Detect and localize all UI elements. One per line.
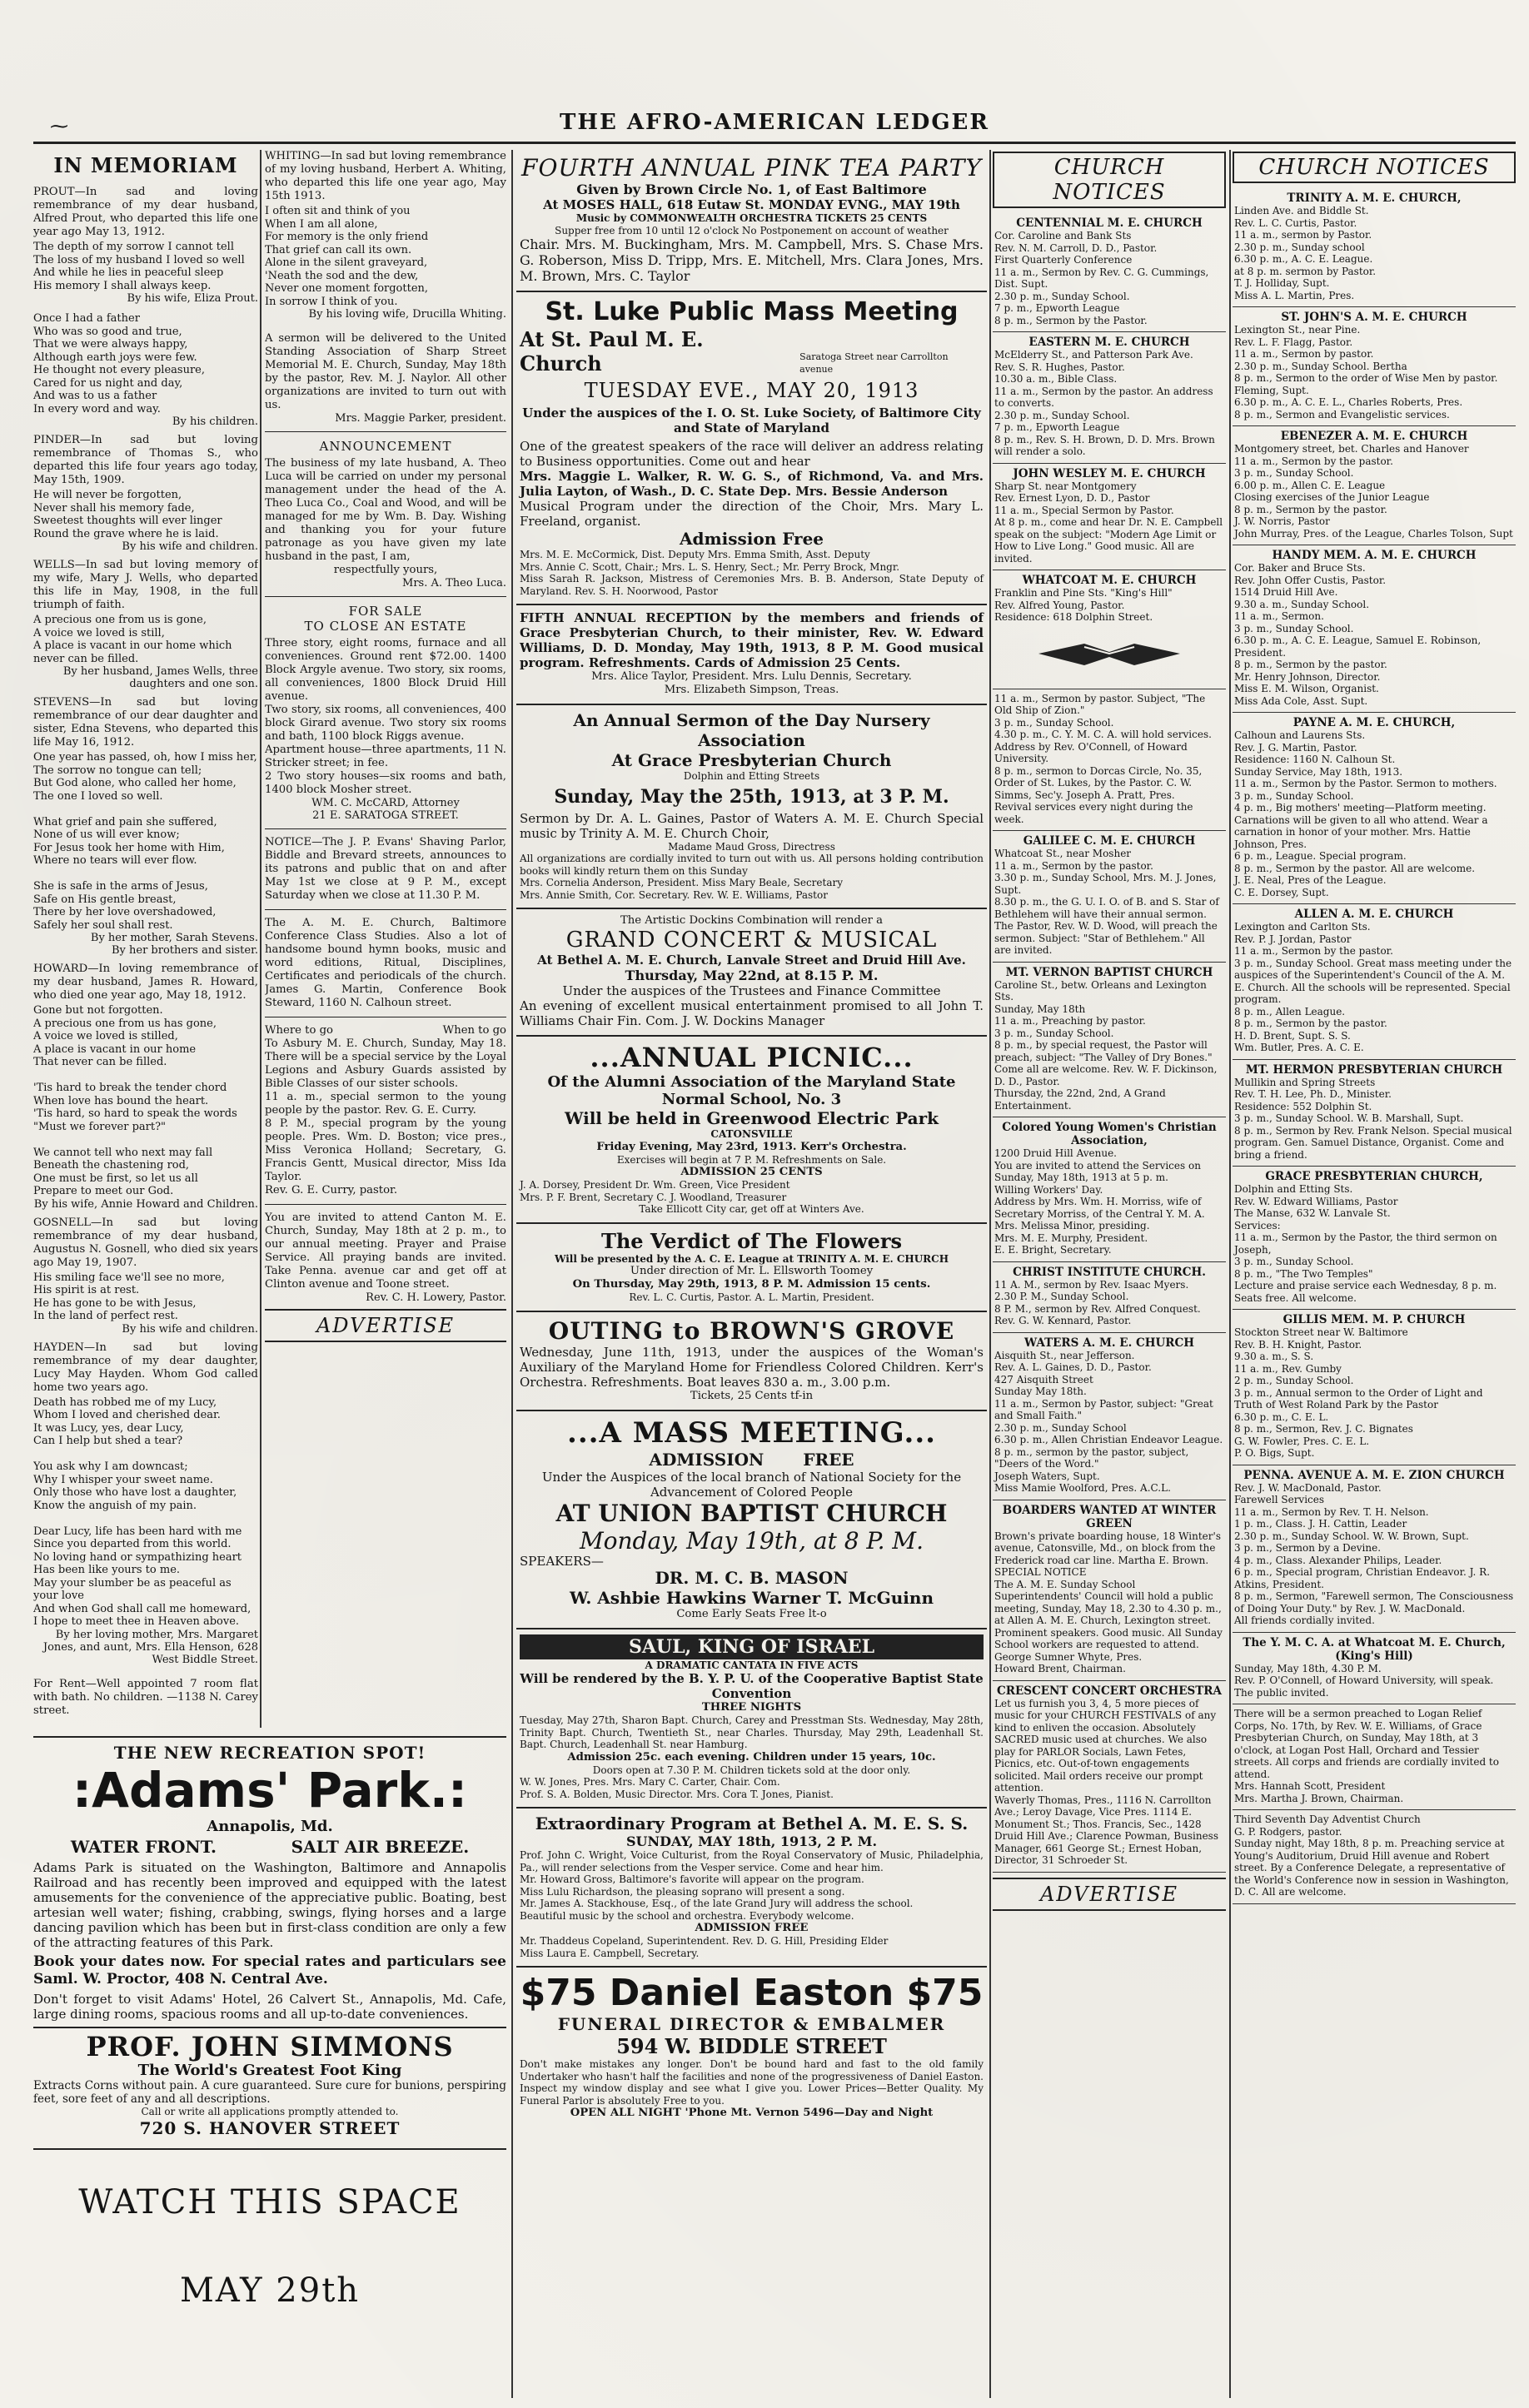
memoriam-text: HOWARD—In loving remembrance of my dear husband, James R. Howard, who died one year ago, May 18, 1912. <box>33 963 258 1002</box>
flowers-dir: Under direction of Mr. L. Ellsworth Toomey <box>630 1265 874 1277</box>
church-name: WATERS A. M. E. CHURCH <box>1024 1336 1194 1350</box>
nursery-body: Sermon by Dr. A. L. Gaines, Pastor of Waters A. M. E. Church Special music by Trinity A. M. E. Church Choir, <box>520 810 984 841</box>
column-rule <box>1229 150 1231 2398</box>
memoriam-heading: IN MEMORIAM <box>53 153 238 177</box>
where-to-go-row <box>265 1024 506 1037</box>
memoriam-signature: By her mother, Sarah Stevens. By her brothers and sister. <box>90 932 258 957</box>
church-notice <box>993 1681 1226 1873</box>
ads-column <box>516 150 987 2398</box>
memoriam-poem: Death has robbed me of my Lucy, Whom I loved and cherished dear. It was Lucy, yes, dear Lucy, Can I help but shed a tear? You ask why I am downcast; Why I whisper your sweet name. Only those who have lost a daughter, Know the anguish of my pain. Dear Lucy, life has been hard with me Since you departed from this world. No loving hand or sympathizing heart Has been like yours to me. May your slumber be as peaceful as your love And when God shall call me homeward, I hope to meet thee in Heaven above. <box>33 1396 252 1628</box>
whiting-text: WHITING—In sad but loving remembrance of my loving husband, Herbert A. Whiting, who departed this life one year ago, May 15th 1913. <box>265 150 506 202</box>
church-notice <box>1233 1704 1516 1810</box>
church-body: McElderry St., and Patterson Park Ave. Rev. S. R. Hughes, Pastor. 10.30 a. m., Bible Class. 11 a. m., Sermon by the pastor. An address to converts. 2.30 p. m., Sunday School. 7 p. m., Epworth League 8 p. m., Rev. S. H. Brown, D. D. Mrs. Brown will render a solo. <box>994 349 1215 457</box>
church-notice <box>993 464 1226 571</box>
for-sale-text: Three story, eight rooms, furnace and all conveniences. Ground rent $72.00. 1400 Block Argyle avenue. Two story, six rooms, all conveniences, 1800 Block Druid Hill avenue. Two story, six rooms, all conveniences, 400 block Girard avenue. Two story six rooms and bath, 1100 block Riggs avenue. Apartment house—three apartments, 11 N. Stricker street; in fee. 2 Two story houses—six rooms and bath, 1400 block Mosher street. <box>265 637 506 796</box>
st-luke-musical: Musical Program under the direction of the Choir, Mrs. Mary L. Freeland, organist. <box>520 499 984 529</box>
memoriam-text: GOSNELL—In sad but loving remembrance of my dear husband, Augustus N. Gosnell, who died six years ago May 19, 1907. <box>33 1216 258 1269</box>
memoriam-poem: He will never be forgotten, Never shall his memory fade, Sweetest thoughts will ever linger Round the grave where he is laid. <box>33 489 222 540</box>
church-notices-heading: CHURCH NOTICES <box>993 152 1226 208</box>
saul-cantata-ad <box>516 1629 987 1809</box>
adams-features <box>33 1837 506 1857</box>
picnic-place: CATONSVILLE <box>710 1128 793 1140</box>
mass-speakers: W. Ashbie Hawkins Warner T. McGuinn <box>570 1587 934 1608</box>
church-notices-column-2 <box>1233 150 1516 2398</box>
church-body: Montgomery street, bet. Charles and Hanover 11 a. m., Sermon by the pastor. 3 p. m., Sunday School. 6.00 p. m., Allen C. E. League Closing exercises of the Junior League 8 p. m., Sermon by the pastor. J. W. Norris, Pastor John Murray, Pres. of the League, Charles Tolson, Supt <box>1234 443 1513 540</box>
church-name: GALILEE C. M. E. CHURCH <box>1023 834 1196 848</box>
mass-date: Monday, May 19th, at 8 P. M. <box>580 1526 924 1555</box>
column-rule <box>260 150 261 1728</box>
for-rent-notice: For Rent—Well appointed 7 room flat with bath. No children. —1138 N. Carey street. <box>33 1677 258 1717</box>
church-notice <box>1233 307 1516 426</box>
mass-auspices: Under the Auspices of the local branch of National Society for the Advancement of Colored People <box>541 1469 962 1500</box>
church-body: Whatcoat St., near Mosher 11 a. m., Sermon by the pastor. 3.30 p. m., Sunday School, Mrs. M. J. Jones, Supt. 8.30 p. m., the G. U. I. O. of B. and S. Star of Bethlehem will have their annual sermon. The Pastor, Rev. W. D. Wood, will preach the sermon. Subject: "Star of Bethlehem." All are invited. <box>994 848 1219 956</box>
church-name: GRACE PRESBYTERIAN CHURCH, <box>1265 1170 1483 1183</box>
st-luke-body: One of the greatest speakers of the race will deliver an address relating to Business opportunities. Come out and hear <box>520 439 984 469</box>
church-name: TRINITY A. M. E. CHURCH, <box>1287 192 1462 205</box>
church-notice <box>993 332 1226 464</box>
picnic-exercises: Exercises will begin at 7 P. M. Refreshments on Sale. <box>616 1153 887 1166</box>
church-body: Brown's private boarding house, 18 Winter's avenue, Catonsville, Md., on block from the Frederick road car line. Martha E. Brown. SPECIAL NOTICE The A. M. E. Sunday School Superintendents' Council will hold a public meeting, Sunday, May 18, 2.30 to 4.30 p. m., at Allen A. M. E. Church, Lexington street. Prominent speakers. Good music. All Sunday School workers are requested to attend. George Sumner Whyte, Pres. Howard Brent, Chairman. <box>994 1530 1223 1674</box>
memoriam-signature: By his children. <box>172 415 258 428</box>
st-luke-auspices: Under the auspices of the I. O. St. Luke Society, of Baltimore City and State of Maryland <box>522 405 981 435</box>
nursery-date: Sunday, May the 25th, 1913, at 3 P. M. <box>554 785 949 808</box>
church-name: CHRIST INSTITUTE CHURCH. <box>1013 1265 1206 1279</box>
mass-speakers-label: SPEAKERS— <box>520 1553 604 1569</box>
st-luke-at-small: Saratoga Street near Carrollton avenue <box>799 351 949 375</box>
church-name: CRESCENT CONCERT ORCHESTRA <box>997 1684 1222 1698</box>
mass-at: AT UNION BAPTIST CHURCH <box>555 1499 948 1527</box>
memoriam-column <box>33 150 258 1732</box>
flowers-signature: Rev. L. C. Curtis, Pastor. A. L. Martin, President. <box>629 1291 874 1303</box>
memoriam-text: STEVENS—In sad but loving remembrance of our dear daughter and sister, Edna Stevens, who departed this life May 16, 1912. <box>33 696 258 749</box>
adams-hotel: Don't forget to visit Adams' Hotel, 26 Calvert St., Annapolis, Md. Cafe, large dining rooms, spacious rooms and all up-to-date conveniences. <box>33 1992 506 2022</box>
for-sale-heading: FOR SALE <box>348 604 423 619</box>
church-list <box>1233 188 1516 1904</box>
memoriam-poem: One year has passed, oh, how I miss her, The sorrow no tongue can tell; But God alone, who called her home, The one I loved so well. What grief and pain she suffered, None of us will ever know; For Jesus took her home with Him, Where no tears will ever flow. She is safe in the arms of Jesus, Safe on His gentle breast, There by her love overshadowed, Safely her soul shall rest. <box>33 751 257 932</box>
dockins-concert-ad <box>516 909 987 1037</box>
outing-body: Wednesday, June 11th, 1913, under the auspices of the Woman's Auxiliary of the Maryland Home for Friendless Colored Children. Kerr's Orchestra. Refreshments. Boat leaves 830 a. m., 3.00 p.m. <box>520 1344 984 1390</box>
church-body: There will be a sermon preached to Logan Relief Corps, No. 17th, by Rev. W. E. Williams, of Grace Presbyterian Church, on Sunday, May 18th, at 3 o'clock, at Logan Post Hall, Orchard and Tessier streets. All corps and friends are cordially invited to attend. Mrs. Hannah Scott, President Mrs. Martha J. Brown, Chairman. <box>1234 1708 1499 1804</box>
church-body: 11 a. m., Sermon by pastor. Subject, "The Old Ship of Zion." 3 p. m., Sunday School. 4.30 p. m., C. Y. M. C. A. will hold services. Address by Rev. O'Connell, of Howard University. 8 p. m., sermon to Dorcas Circle, No. 35, Order of St. Lukes, by the Pastor. C. W. Simms, Sec'y. Joseph A. Pratt, Pres. Revival services every night during the week. <box>994 692 1212 825</box>
announcement-heading: ANNOUNCEMENT <box>319 439 452 454</box>
church-name: WHATCOAT M. E. CHURCH <box>1022 574 1197 587</box>
whiting-poem: I often sit and think of you When I am all alone, For memory is the only friend That grief can call its own. Alone in the silent graveyard, 'Neath the sod and the dew, Never one moment forgotten, In sorrow I think of you. <box>265 205 429 308</box>
simmons-name: PROF. JOHN SIMMONS <box>86 2031 454 2062</box>
memoriam-entry <box>33 696 258 963</box>
picnic-sub: Of the Alumni Association of the Maryland State Normal School, No. 3 <box>547 1073 956 1108</box>
church-name: EASTERN M. E. CHURCH <box>1028 336 1190 349</box>
church-notice <box>993 1117 1226 1262</box>
church-notice <box>1233 426 1516 545</box>
dockins-auspices: Under the auspices of the Trustees and Finance Committee <box>562 983 941 998</box>
st-luke-speakers: Mrs. Maggie L. Walker, R. W. G. S., of Richmond, Va. and Mrs. Julia Layton, of Wash., D. C. State Dep. Mrs. Bessie Anderson <box>520 469 984 499</box>
memoriam-signature: By his wife, Annie Howard and Children. <box>33 1197 258 1211</box>
outing-title: OUTING to BROWN'S GROVE <box>548 1316 955 1345</box>
handshake-icon <box>1034 629 1184 679</box>
dockins-intro: The Artistic Dockins Combination will render a <box>620 914 884 927</box>
church-notice <box>1233 545 1516 713</box>
church-name: JOHN WESLEY M. E. CHURCH <box>1013 466 1206 480</box>
church-notice <box>1233 1810 1516 1904</box>
memoriam-poem: His smiling face we'll see no more, His spirit is at rest. He has gone to be with Jesus, In the land of perfect rest. <box>33 1271 225 1322</box>
simmons-tagline: The World's Greatest Foot King <box>137 2062 402 2079</box>
simmons-call: Call or write all applications promptly attended to. <box>141 2106 399 2117</box>
grace-body: FIFTH ANNUAL RECEPTION by the members and friends of Grace Presbyterian Church, to their minister, Rev. W. Edward Williams, D. D. Monday, May 19th, 1913, 8 P. M. Good musical program. Refreshments. Cards of Admission 25 Cents. <box>520 610 984 670</box>
nursery-at: At Grace Presbyterian Church <box>611 750 892 770</box>
saul-three: THREE NIGHTS <box>701 1701 802 1714</box>
extra-admission: ADMISSION FREE <box>695 1922 809 1934</box>
mass-dr: DR. M. C. B. MASON <box>655 1567 849 1588</box>
outing-ad <box>516 1312 987 1411</box>
church-notice <box>993 963 1226 1118</box>
church-notice <box>1233 1310 1516 1465</box>
when-to-go-label: When to go <box>442 1024 506 1037</box>
st-luke-title: St. Luke Public Mass Meeting <box>545 297 959 326</box>
memoriam-text: PROUT—In sad and loving remembrance of my dear husband, Alfred Prout, who departed this life one year ago May 13, 1912. <box>33 186 258 238</box>
asbury-signature: Rev. G. E. Curry, pastor. <box>265 1184 398 1197</box>
dockins-at: At Bethel A. M. E. Church, Lanvale Street and Druid Hill Ave. <box>537 953 966 968</box>
church-name: The Y. M. C. A. at Whatcoat M. E. Church, (King's Hill) <box>1243 1635 1506 1663</box>
st-luke-at-row <box>520 327 984 376</box>
dockins-date: Thursday, May 22nd, at 8.15 P. M. <box>625 968 879 983</box>
church-notice <box>1233 1465 1516 1633</box>
church-body: Caroline St., betw. Orleans and Lexington Sts. Sunday, May 18th 11 a. m., Preaching by pastor. 3 p. m., Sunday School. 8 p. m., by special request, the Pastor will preach, subject: "The Valley of Dry Bones." Come all are welcome. Rev. W. F. Dickinson, D. D., Pastor. Thursday, the 22nd, 2nd, A Grand Entertainment. <box>994 978 1218 1112</box>
church-notice <box>1233 713 1516 904</box>
picnic-date: Friday Evening, May 23rd, 1913. Kerr's Orchestra. <box>596 1140 907 1153</box>
daniel-easton-ad <box>516 1968 987 2127</box>
for-sale-subheading: TO CLOSE AN ESTATE <box>304 619 467 634</box>
church-body: Cor. Baker and Bruce Sts. Rev. John Offer Custis, Pastor. 1514 Druid Hill Ave. 9.30 a. m., Sunday School. 11 a. m., Sermon. 3 p. m., Sunday School. 6.30 p. m., A. C. E. League, Samuel E. Robinson, President. 8 p. m., Sermon by the pastor. Mr. Henry Johnson, Director. Miss E. M. Wilson, Organist. Miss Ada Cole, Asst. Supt. <box>1234 562 1482 707</box>
church-notice <box>1233 1633 1516 1705</box>
asbury-notice: To Asbury M. E. Church, Sunday, May 18. There will be a special service by the Loyal Legions and Asbury Guards assisted by Bible Classes of our sister schools. 11 a. m., special sermon to the young people by the pastor. Rev. G. E. Curry. 8 P. M., special program by the young people. Pres. Wm. D. Boston; vice pres., Miss Veronica Holland; Secretary, G. Francis Gentt, Musical director, Miss Ida Taylor. <box>265 1037 506 1183</box>
church-body: Mullikin and Spring Streets Rev. T. H. Lee, Ph. D., Minister. Residence: 552 Dolphin St. 3 p. m., Sunday School. W. B. Marshall, Supt. 8 p. m., Sermon by Rev. Frank Nelson. Special musical program. Gen. Samuel Distance, Organist. Come and bring a friend. <box>1234 1076 1512 1161</box>
church-body: Dolphin and Etting Sts. Rev. W. Edward Williams, Pastor The Manse, 632 W. Lanvale St. Services: 11 a. m., Sermon by the Pastor, the third sermon on Joseph, 3 p. m., Sunday School. 8 p. m., "The Two Temples" Lecture and praise service each Wednesday, 8 p. m. Seats free. All welcome. <box>1234 1183 1497 1304</box>
nursery-title: An Annual Sermon of the Day Nursery Association <box>573 710 930 750</box>
dockins-body: An evening of excellent musical entertainment promised to all John T. Williams Chair Fin. Com. J. W. Dockins Manager <box>520 998 984 1028</box>
picnic-held: Will be held in Greenwood Electric Park <box>564 1108 939 1128</box>
memoriam-signature: By his wife, Eliza Prout. <box>127 292 258 305</box>
picnic-title: ...ANNUAL PICNIC... <box>590 1042 914 1073</box>
pink-tea-music: Music by COMMONWEALTH ORCHESTRA TICKETS 25 CENTS <box>575 212 928 224</box>
easton-open: OPEN ALL NIGHT 'Phone Mt. Vernon 5496—Day and Night <box>570 2107 934 2119</box>
sermon-notice: A sermon will be delivered to the United Standing Association of Sharp Street Memorial M. E. Church, Sunday, May 18th by the pastor, Rev. M. J. Naylor. All other organizations are invited to turn out with us. <box>265 332 506 411</box>
simmons-address: 720 S. HANOVER STREET <box>139 2117 401 2138</box>
dockins-title: GRAND CONCERT & MUSICAL <box>565 928 938 953</box>
memoriam-signature: By her husband, James Wells, three daughters and one son. <box>62 665 258 690</box>
announcement-signature: Mrs. A. Theo Luca. <box>402 577 506 590</box>
memoriam-poem: A precious one from us is gone, A voice we loved is still, A place is vacant in our home which never can be filled. <box>33 614 232 665</box>
memoriam-list <box>33 186 258 1672</box>
church-name: Colored Young Women's Christian Association, <box>1002 1121 1217 1147</box>
canton-notice: You are invited to attend Canton M. E. Church, Sunday, May 18th at 2 p. m., to our annual meeting. Prayer and Praise Service. All praying bands are invited. Take Penna. avenue car and get off at Clinton avenue and Toone street. <box>265 1211 506 1291</box>
watch-this-space-ad <box>33 2148 506 2400</box>
memoriam-entry <box>33 963 258 1216</box>
st-luke-ad <box>516 292 987 605</box>
church-body: Lexington and Carlton Sts. Rev. P. J. Jordan, Pastor 11 a. m., Sermon by the pastor. 3 p. m., Sunday School. Great mass meeting under the auspices of the Superintendent's Council of the A. M. E. Church. All the schools will be represented. Special program. 8 p. m., Allen League. 8 p. m., Sermon by the pastor. H. D. Brent, Supt. S. S. Wm. Butler, Pres. A. C. E. <box>1234 921 1512 1053</box>
church-notice <box>993 1333 1226 1500</box>
saul-doors: Doors open at 7.30 P. M. Children tickets sold at the door only. <box>592 1764 911 1776</box>
adams-park-ad <box>33 1736 506 2138</box>
church-name: PENNA. AVENUE A. M. E. ZION CHURCH <box>1243 1468 1505 1482</box>
nursery-director: Madame Maud Gross, Directress <box>668 840 835 853</box>
church-body: Calhoun and Laurens Sts. Rev. J. G. Martin, Pastor. Residence: 1160 N. Calhoun St. Sunday Service, May 18th, 1913. 11 a. m., Sermon by the Pastor. Sermon to mothers. 3 p. m., Sunday School. 4 p. m., Big mothers' meeting—Platform meeting. Carnations will be given to all who attend. Wear a carnation in honor of your mother. Mrs. Hattie Johnson, Pres. 6 p. m., League. Special program. 8 p. m., Sermon by the pastor. All are welcome. J. E. Neal, Pres of the League. C. E. Dorsey, Supt. <box>1234 729 1497 898</box>
simmons-desc: Extracts Corns without pain. A cure guaranteed. Sure cure for bunions, perspiring feet, sore feet of any and all descriptions. <box>33 2079 506 2106</box>
church-name: GILLIS MEM. M. P. CHURCH <box>1282 1313 1466 1326</box>
shaving-parlor-notice: NOTICE—The J. P. Evans' Shaving Parlor, Biddle and Brevard streets, announces to its patrons and public that on and after May 1st we close at 9 P. M., except Saturday when we close at 11.30 P. M. <box>265 836 506 902</box>
church-list <box>993 213 1226 1873</box>
picnic-car: Take Ellicott City car, get off at Winters Ave. <box>639 1203 864 1215</box>
st-luke-date: TUESDAY EVE., MAY 20, 1913 <box>584 379 919 402</box>
saul-by: Will be rendered by the B. Y. P. U. of the Cooperative Baptist State Convention <box>520 1671 984 1701</box>
pink-tea-supper: Supper free from 10 until 12 o'clock No Postponement on account of weather <box>555 224 949 236</box>
church-notice <box>1233 904 1516 1060</box>
church-notice <box>993 570 1226 689</box>
church-notice <box>993 1500 1226 1681</box>
church-name: ALLEN A. M. E. CHURCH <box>1294 908 1454 921</box>
memoriam-entry <box>33 1341 258 1672</box>
where-to-go-label: Where to go <box>265 1024 333 1037</box>
annual-picnic-ad <box>516 1037 987 1224</box>
church-name: EBENEZER A. M. E. CHURCH <box>1280 430 1468 443</box>
column-rule <box>511 150 513 2398</box>
memoriam-poem: The depth of my sorrow I cannot tell The loss of my husband I loved so well And while he lies in peaceful sleep His memory I shall always keep. <box>33 241 245 292</box>
extra-body: Prof. John C. Wright, Voice Culturist, from the Royal Conservatory of Music, Philadelphia, Pa., will render selections from the Vesper service. Come and hear him. Mr. Howard Gross, Baltimore's favorite will appear on the program. Miss Lulu Richardson, the pleasing soprano will present a song. Mr. James A. Stackhouse, Esq., of the late Grand Jury will address the school. Beautiful music by the school and orchestra. Everybody welcome. <box>520 1849 984 1922</box>
pink-tea-ad <box>516 150 987 292</box>
adams-park-title: :Adams' Park.: <box>72 1762 468 1818</box>
church-name: ST. JOHN'S A. M. E. CHURCH <box>1281 311 1467 324</box>
memoriam-entry <box>33 559 258 696</box>
notices-column <box>265 150 506 1732</box>
church-notice <box>1233 188 1516 307</box>
mass-come: Come Early Seats Free lt-o <box>676 1607 827 1620</box>
memoriam-text: WELLS—In sad but loving memory of my wife, Mary J. Wells, who departed this life in May, 1908, in the full triumph of faith. <box>33 559 258 611</box>
church-name: HANDY MEM. A. M. E. CHURCH <box>1272 549 1477 562</box>
church-name: BOARDERS WANTED AT WINTER GREEN <box>1002 1503 1217 1530</box>
st-luke-free: Admission Free <box>679 529 824 549</box>
day-nursery-ad <box>516 705 987 909</box>
flowers-by: Will be presented by the A. C. E. League at TRINITY A. M. E. CHURCH <box>554 1252 949 1265</box>
picnic-admission: ADMISSION 25 CENTS <box>680 1166 823 1178</box>
st-luke-at: At St. Paul M. E. Church <box>520 327 704 376</box>
grace-reception-ad <box>516 605 987 705</box>
advertise-banner: ADVERTISE <box>265 1309 506 1342</box>
church-body: Stockton Street near W. Baltimore Rev. B. H. Knight, Pastor. 9.30 a. m., S. S. 11 a. m., Rev. Gumby 2 p. m., Sunday School. 3 p. m., Annual sermon to the Order of Light and Truth of West Roland Park by the Pastor 6.30 p. m., C. E. L. 8 p. m., Sermon, Rev. J. C. Bignates G. W. Fowler, Pres. C. E. L. P. O. Bigs, Supt. <box>1234 1326 1483 1459</box>
memoriam-entry <box>33 312 258 434</box>
church-notices-column-1 <box>993 150 1226 2398</box>
easton-title: $75 Daniel Easton $75 <box>520 1972 984 2014</box>
memoriam-signature: By her loving mother, Mrs. Margaret Jones, and aunt, Mrs. Ella Henson, 628 West Biddle Street. <box>42 1628 258 1666</box>
saul-body: Tuesday, May 27th, Sharon Bapt. Church, Carey and Presstman Sts. Wednesday, May 28th, Trinity Bapt. Church, Twentieth St., near Charles. Thursday, May 29th, Leadenhall St. Bapt. Church, Leadenhall St. near Hamburg. <box>520 1714 984 1750</box>
watch-line-1: WATCH THIS SPACE <box>78 2183 461 2221</box>
church-notice <box>1233 1167 1516 1310</box>
church-notice <box>993 213 1226 332</box>
church-body: Cor. Caroline and Bank Sts Rev. N. M. Carroll, D. D., Pastor. First Quarterly Conference 11 a. m., Sermon by Rev. C. G. Cummings, Dist. Supt. 2.30 p. m., Sunday School. 7 p. m., Epworth League 8 p. m., Sermon by the Pastor. <box>994 230 1209 326</box>
church-body: Sunday, May 18th, 4.30 P. M. Rev. P. O'Connell, of Howard University, will speak. The public invited. <box>1234 1662 1494 1699</box>
church-notice <box>993 1262 1226 1333</box>
memoriam-entry <box>33 186 258 311</box>
memoriam-poem: Once I had a father Who was so good and true, That we were always happy, Although earth joys were few. He thought not every pleasure, Cared for us night and day, And was to us a father In every word and way. <box>33 312 205 415</box>
st-luke-officers: Mrs. M. E. McCormick, Dist. Deputy Mrs. Emma Smith, Asst. Deputy Mrs. Annie C. Scott, Chair.; Mrs. L. S. Henry, Sect.; Mr. Perry Brock, Mngr. Miss Sarah R. Jackson, Mistress of Ceremonies Mrs. B. B. Anderson, State Deputy of Maryland. Rev. S. H. Noorwood, Pastor <box>520 549 984 597</box>
for-sale-signature: WM. C. McCARD, Attorney 21 E. SARATOGA STREET. <box>311 797 460 822</box>
church-notice <box>1233 1060 1516 1167</box>
church-notice <box>993 689 1226 832</box>
easton-address: 594 W. BIDDLE STREET <box>616 2034 887 2058</box>
memoriam-poem: Gone but not forgotten. A precious one from us has gone, A voice we loved is stilled, A place is vacant in our home That never can be filled. 'Tis hard to break the tender chord When love has bound the heart. 'Tis hard, so hard to speak the words "Must we forever part?" We cannot tell who next may fall Beneath the chastening rod, One must be first, so let us all Prepare to meet our God. <box>33 1004 237 1197</box>
picnic-signature: J. A. Dorsey, President Dr. Wm. Green, Vice President Mrs. P. F. Brent, Secretary C. J. Woodland, Treasurer <box>520 1179 790 1203</box>
ame-book-notice: The A. M. E. Church, Baltimore Conference Class Studies. Also a lot of handsome bound hymn books, music and word editions, Ritual, Disciplines, Certificates and periodicals of the church. James G. Martin, Conference Book Steward, 1160 N. Calhoun street. <box>265 917 506 1009</box>
adams-place: Annapolis, Md. <box>207 1818 333 1835</box>
extraordinary-program-ad <box>516 1808 987 1968</box>
church-body: 1200 Druid Hill Avenue. You are invited to attend the Services on Sunday, May 18th, 1913 at 5 p. m. Willing Workers' Day. Address by Mrs. Wm. H. Morriss, wife of Secretary Morriss, of the Central Y. M. A. Mrs. Melissa Minor, presiding. Mrs. M. E. Murphy, President. E. E. Bright, Secretary. <box>994 1147 1205 1256</box>
announcement-text: The business of my late husband, A. Theo Luca will be carried on under my personal management under the head of the A. Theo Luca Co., Coal and Wood, and will be managed for me by Wm. B. Day. Wishing and thanking you for your future patronage as you have given my late husband in the past, I am, <box>265 457 506 563</box>
outing-tickets: Tickets, 25 Cents tf-in <box>690 1389 814 1402</box>
announcement-close: respectfully yours, <box>333 564 438 576</box>
saul-sub: A DRAMATIC CANTATA IN FIVE ACTS <box>645 1659 859 1671</box>
church-notices-heading: CHURCH NOTICES <box>1233 152 1516 183</box>
church-body: Rev. J. W. MacDonald, Pastor. Farewell Services 11 a. m., Sermon by Rev. T. H. Nelson. 1 p. m., Class. J. H. Cattin, Leader 2.30 p. m., Sunday School. W. W. Brown, Supt. 3 p. m., Sermon by a Devine. 4 p. m., Class. Alexander Philips, Leader. 6 p. m., Special program, Christian Endeavor. J. R. Atkins, President. 8 p. m., Sermon, "Farewell sermon, The Consciousness of Doing Your Duty." by Rev. J. W. MacDonald. All friends cordially invited. <box>1234 1481 1514 1626</box>
extra-title: Extraordinary Program at Bethel A. M. E. S. S. <box>535 1813 969 1833</box>
memoriam-text: PINDER—In sad but loving remembrance of Thomas S., who departed this life four years ago today, May 15th, 1909. <box>33 434 258 486</box>
column-rule <box>989 150 991 2398</box>
watch-line-2: MAY 29th <box>179 2271 361 2310</box>
church-body: Lexington St., near Pine. Rev. L. F. Flagg, Pastor. 11 a. m., Sermon by pastor. 2.30 p. m., Sunday School. Bertha 8 p. m., Sermon to the order of Wise Men by pastor. Fleming, Supt. 6.30 p. m., A. C. E. L., Charles Roberts, Pres. 8 p. m., Sermon and Evangelistic services. <box>1234 324 1498 420</box>
grace-signature: Mrs. Alice Taylor, President. Mrs. Lulu Dennis, Secretary. Mrs. Elizabeth Simpson, Treas. <box>591 670 912 696</box>
flowers-title: The Verdict of The Flowers <box>600 1228 903 1253</box>
saul-signature: W. W. Jones, Pres. Mrs. Mary C. Carter, Chair. Com. Prof. S. A. Bolden, Music Director. Mrs. Cora T. Jones, Pianist. <box>520 1776 834 1800</box>
memoriam-entry <box>33 1216 258 1341</box>
nursery-invite: All organizations are cordially invited to turn out with us. All persons holding contribution books will kindly return them on this Sunday <box>520 853 984 877</box>
masthead-ornament: ⁓ <box>50 117 68 137</box>
easton-body: Don't make mistakes any longer. Don't be bound hard and fast to the old family Undertaker who hasn't half the facilities and none of the progressiveness of Daniel Easton. Inspect my window display and see what I give you. Lower Prices—Better Quality. My Funeral Parlor is absolutely Free to you. <box>520 2058 984 2107</box>
memoriam-signature: By his wife and children. <box>122 1322 258 1336</box>
flowers-date: On Thursday, May 29th, 1913, 8 P. M. Admission 15 cents. <box>572 1278 931 1291</box>
church-body: Sharp St. near Montgomery Rev. Ernest Lyon, D. D., Pastor 11 a. m., Special Sermon by Pastor. At 8 p. m., come and hear Dr. N. E. Campbell speak on the subject: "Modern Age Limit or How to Live Long." Good music. All are invited. <box>994 480 1223 565</box>
simmons-ad <box>33 2027 506 2138</box>
easton-sub: FUNERAL DIRECTOR & EMBALMER <box>557 2014 946 2034</box>
masthead <box>33 108 1516 144</box>
adams-water: WATER FRONT. <box>70 1837 217 1857</box>
church-body: Let us furnish you 3, 4, 5 more pieces of music for your CHURCH FESTIVALS of any kind to enliven the occasion. Absolutely SACRED music used at churches. We also play for PARLOR Socials, Lawn Fetes, Picnics, etc. Out-of-town engagements solicited. Mail orders receive our prompt attention. Waverly Thomas, Pres., 1116 N. Carrollton Ave.; Leroy Davage, Vice Pres. 1114 E. Monument St.; Thos. Francis, Sec., 1428 Druid Hill Ave.; Clarence Powman, Business Manager, 661 George St.; Ernest Hoban, Director, 31 Schroeder St. <box>994 1697 1218 1866</box>
advertise-banner: ADVERTISE <box>993 1878 1226 1911</box>
church-name: MT. HERMON PRESBYTERIAN CHURCH <box>1245 1062 1503 1077</box>
pink-tea-title: FOURTH ANNUAL PINK TEA PARTY <box>521 154 982 182</box>
extra-signature: Mr. Thaddeus Copeland, Superintendent. Rev. D. G. Hill, Presiding Elder Miss Laura E. Campbell, Secretary. <box>520 1935 889 1959</box>
church-body: Franklin and Pine Sts. "King's Hill" Rev. Alfred Young, Pastor. Residence: 618 Dolphin Street. <box>994 587 1173 623</box>
mass-admission: ADMISSION FREE <box>649 1449 854 1470</box>
sermon-signature: Mrs. Maggie Parker, president. <box>335 412 506 425</box>
saul-admission: Admission 25c. each evening. Children under 15 years, 10c. <box>567 1750 936 1764</box>
pink-tea-chairs: Chair. Mrs. M. Buckingham, Mrs. M. Campbell, Mrs. S. Chase Mrs. G. Roberson, Miss D. Tripp, Mrs. E. Mitchell, Mrs. Clara Jones, Mrs. M. Brown, Mrs. C. Taylor <box>520 236 984 284</box>
adams-book: Book your dates now. For special rates and particulars see Saml. W. Proctor, 408 N. Central Ave. <box>33 1953 506 1988</box>
church-body: 11 A. M., sermon by Rev. Isaac Myers. 2.30 P. M., Sunday School. 8 P. M., sermon by Rev. Alfred Conquest. Rev. G. W. Kennard, Pastor. <box>994 1278 1201 1326</box>
memoriam-text: HAYDEN—In sad but loving remembrance of my dear daughter, Lucy May Hayden. Whom God called home two years ago. <box>33 1341 258 1394</box>
memoriam-signature: By his wife and children. <box>122 540 258 553</box>
church-notice <box>993 831 1226 963</box>
adams-tagline: THE NEW RECREATION SPOT! <box>113 1743 426 1763</box>
pink-tea-by: Given by Brown Circle No. 1, of East Baltimore <box>576 182 927 197</box>
mass-meeting-ad <box>516 1411 987 1629</box>
adams-salt: SALT AIR BREEZE. <box>291 1837 470 1857</box>
whiting-signature: By his loving wife, Drucilla Whiting. <box>308 308 506 321</box>
memoriam-entry <box>33 434 258 559</box>
canton-signature: Rev. C. H. Lowery, Pastor. <box>366 1291 506 1304</box>
nursery-signature: Mrs. Cornelia Anderson, President. Miss Mary Beale, Secretary Mrs. Annie Smith, Cor. Secretary. Rev. W. E. Williams, Pastor <box>520 877 843 901</box>
saul-title: SAUL, KING OF ISRAEL <box>520 1634 984 1659</box>
nursery-at-small: Dolphin and Etting Streets <box>683 770 820 782</box>
church-name: PAYNE A. M. E. CHURCH, <box>1292 716 1456 729</box>
church-body: Linden Ave. and Biddle St. Rev. L. C. Curtis, Pastor. 11 a. m., sermon by Pastor. 2.30 p. m., Sunday school 6.30 p. m., A. C. E. League. at 8 p. m. sermon by Pastor. T. J. Holliday, Supt. Miss A. L. Martin, Pres. <box>1234 205 1377 301</box>
adams-body: Adams Park is situated on the Washington, Baltimore and Annapolis Railroad and has recently been improved and equipped with the latest amusements for the convenience of the appreciative public. Boating, best artesian well water; fishing, crabbing, swings, flying horses and a large dancing pavilion which has been but in first-class condition are only a few of the attracting features of this Park. <box>33 1860 506 1950</box>
church-name: CENTENNIAL M. E. CHURCH <box>1016 216 1203 230</box>
masthead-title: THE AFRO-AMERICAN LEDGER <box>560 110 989 135</box>
church-body: Aisquith St., near Jefferson. Rev. A. L. Gaines, D. D., Pastor. 427 Aisquith Street Sunday May 18th. 11 a. m., Sermon by Pastor, subject: "Great and Small Faith." 2.30 p. m., Sunday School 6.30 p. m., Allen Christian Endeavor League. 8 p. m., sermon by the pastor, subject, "Deers of the Word." Joseph Waters, Supt. Miss Mamie Woolford, Pres. A.C.L. <box>994 1349 1223 1494</box>
verdict-flowers-ad <box>516 1224 987 1312</box>
pink-tea-at: At MOSES HALL, 618 Eutaw St. MONDAY EVNG., MAY 19th <box>543 197 960 212</box>
church-body: Third Seventh Day Adventist Church G. P. Rodgers, pastor. Sunday night, May 18th, 8 p. m. Preaching service at Young's Auditorium, Druid Hill avenue and Robert street. By a Conference Delegate, a representative of the World's Conference now in session in Washington, D. C. All are welcome. <box>1234 1813 1509 1898</box>
church-name: MT. VERNON BAPTIST CHURCH <box>1005 965 1213 979</box>
extra-date: SUNDAY, MAY 18th, 1913, 2 P. M. <box>625 1833 878 1849</box>
mass-title: ...A MASS MEETING... <box>566 1415 937 1450</box>
